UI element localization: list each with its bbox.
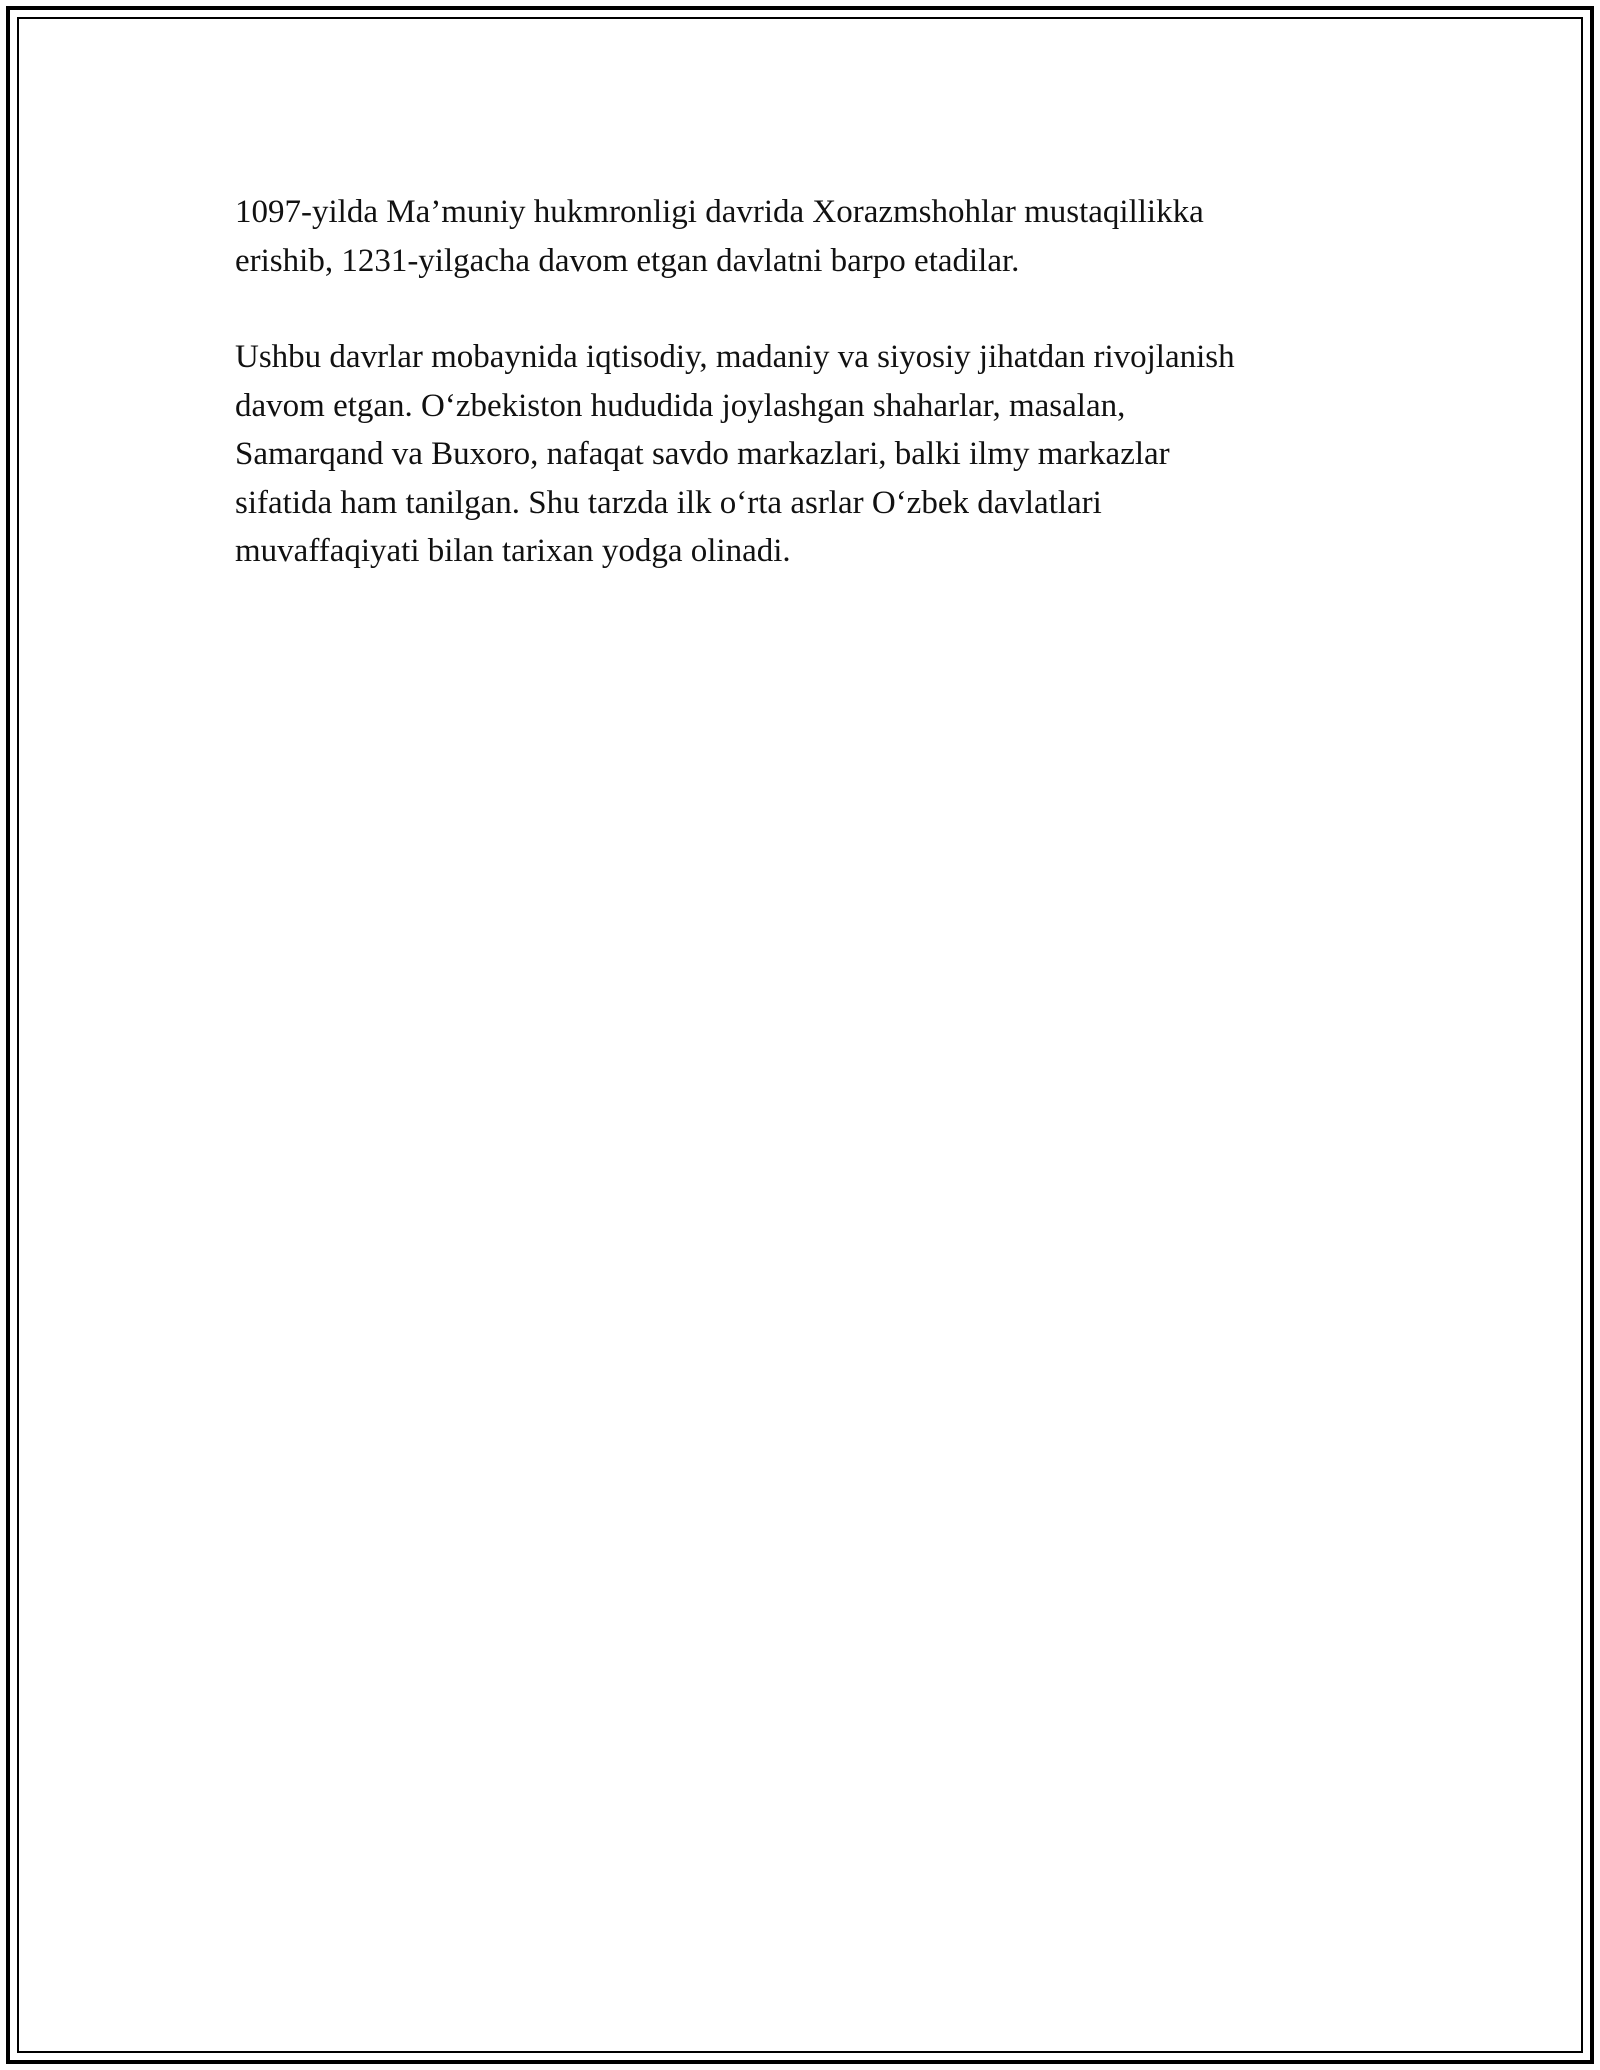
paragraph-2: Ushbu davrlar mobaynida iqtisodiy, madaniy va siyosiy jihatdan rivojlanish davom etgan. O‘zbekiston hududida joylashgan shaharlar, masalan, Samarqand va Buxoro, nafaqat savdo markazlari, balki ilmy markazlar sifatida ham tanilgan. Shu tarzda ilk o‘rta asrlar O‘zbek davlatlari muvaffaqiyati bilan tarixan yodga olinadi. bbox=[235, 339, 1235, 569]
paragraph-1: 1097-yilda Ma’muniy hukmronligi davrida Xorazmshohlar mustaqillikka erishib, 1231-yilgacha davom etgan davlatni barpo etadilar. bbox=[235, 194, 1204, 279]
document-body bbox=[235, 188, 1365, 624]
